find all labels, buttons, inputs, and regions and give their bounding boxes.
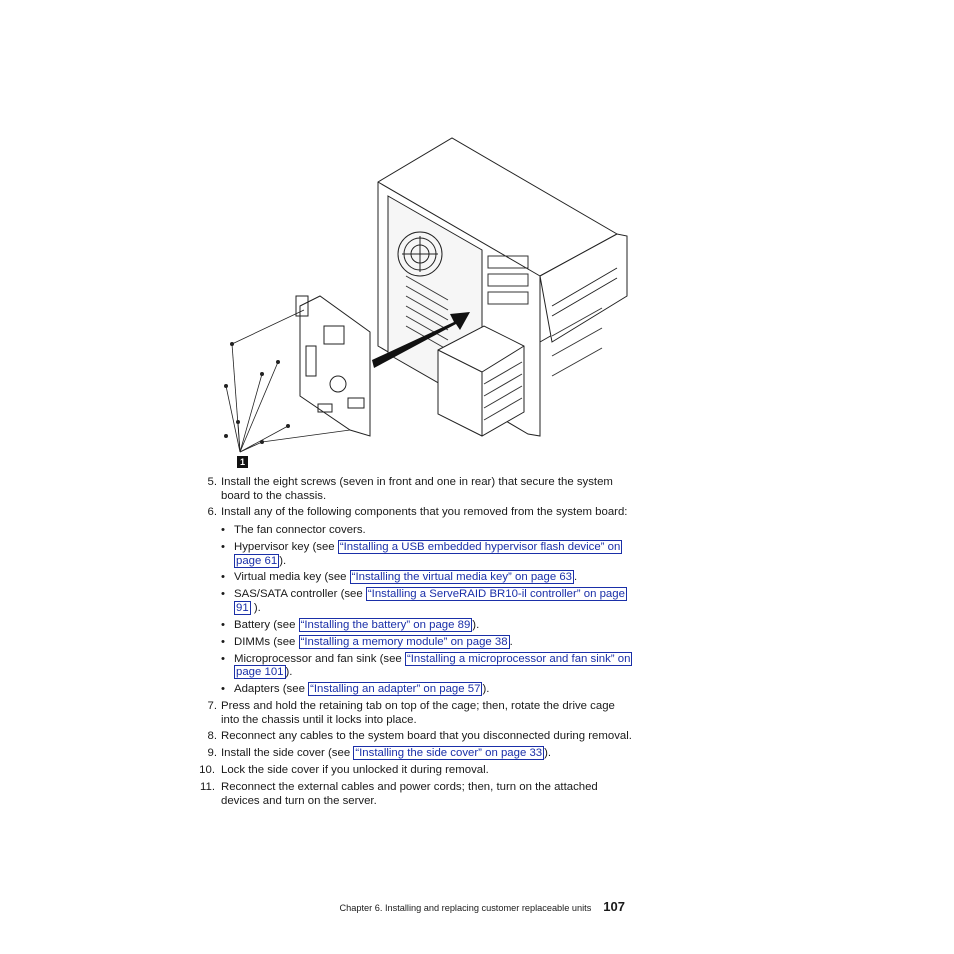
step-number: 11. bbox=[200, 781, 215, 794]
page-number: 107 bbox=[603, 899, 625, 914]
chapter-title: Chapter 6. Installing and replacing customer replaceable units bbox=[339, 903, 592, 913]
page-footer bbox=[340, 899, 626, 914]
list-item: • Battery (see “Installing the battery” on page 89 ). bbox=[221, 619, 633, 633]
virtual-media-key-link[interactable]: “Installing the virtual media key” on page 63 bbox=[351, 571, 572, 584]
step-8 bbox=[193, 730, 633, 744]
list-item: • Microprocessor and fan sink (see “Installing a microprocessor and fan sink” on page 101 ). bbox=[221, 653, 633, 680]
step-number: 10. bbox=[199, 764, 215, 777]
step-number: 7. bbox=[207, 699, 217, 712]
step-7 bbox=[193, 700, 633, 727]
list-item: • SAS/SATA controller (see “Installing a ServeRAID BR10-il controller” on page 91 ). bbox=[221, 588, 633, 615]
list-item: • The fan connector covers. bbox=[221, 524, 633, 538]
component-list bbox=[221, 524, 633, 697]
step-text: Lock the side cover if you unlocked it during removal. bbox=[221, 764, 489, 777]
step-5 bbox=[193, 476, 633, 503]
installation-steps bbox=[193, 476, 633, 812]
side-cover-link[interactable]: “Installing the side cover” on page 33 bbox=[355, 747, 543, 760]
list-item: • DIMMs (see “Installing a memory module” on page 38 . bbox=[221, 636, 633, 650]
hypervisor-link[interactable]: “Installing a USB embedded hypervisor flash device” on page 61 bbox=[236, 540, 621, 567]
step-text: Install any of the following components that you removed from the system board: bbox=[221, 506, 628, 519]
list-item: • Hypervisor key (see “Installing a USB embedded hypervisor flash device” on page 61 ). bbox=[221, 541, 633, 568]
step-number: 9. bbox=[207, 747, 217, 760]
system-board-installation-figure bbox=[222, 136, 632, 472]
step-number: 8. bbox=[207, 730, 217, 743]
step-10 bbox=[193, 764, 633, 778]
step-text: Reconnect any cables to the system board that you disconnected during removal. bbox=[221, 730, 632, 743]
battery-link[interactable]: “Installing the battery” on page 89 bbox=[300, 618, 471, 631]
step-9: 9. Install the side cover (see “Installing the side cover” on page 33 ). bbox=[193, 747, 633, 761]
serveraid-link[interactable]: “Installing a ServeRAID BR10-il controller” on page 91 bbox=[236, 588, 625, 614]
list-item: • Adapters (see “Installing an adapter” on page 57 ). bbox=[221, 683, 633, 697]
step-text: Press and hold the retaining tab on top of the cage; then, rotate the drive cage into the chassis until it locks into place. bbox=[221, 699, 615, 726]
server-chassis-illustration bbox=[222, 136, 632, 472]
step-number: 6. bbox=[207, 506, 217, 519]
step-text: Install the eight screws (seven in front and one in rear) that secure the system board to the chassis. bbox=[221, 476, 613, 502]
step-6 bbox=[193, 506, 633, 696]
adapter-link[interactable]: “Installing an adapter” on page 57 bbox=[310, 683, 481, 696]
list-item: • Virtual media key (see “Installing the virtual media key” on page 63 . bbox=[221, 571, 633, 585]
step-11 bbox=[193, 781, 633, 808]
step-number: 5. bbox=[207, 476, 217, 488]
memory-module-link[interactable]: “Installing a memory module” on page 38 bbox=[300, 635, 508, 648]
callout-1: 1 bbox=[237, 456, 248, 468]
step-text: Reconnect the external cables and power cords; then, turn on the attached devices and turn on the server. bbox=[221, 781, 598, 807]
microprocessor-link[interactable]: “Installing a microprocessor and fan sink” on page 101 bbox=[236, 652, 631, 679]
